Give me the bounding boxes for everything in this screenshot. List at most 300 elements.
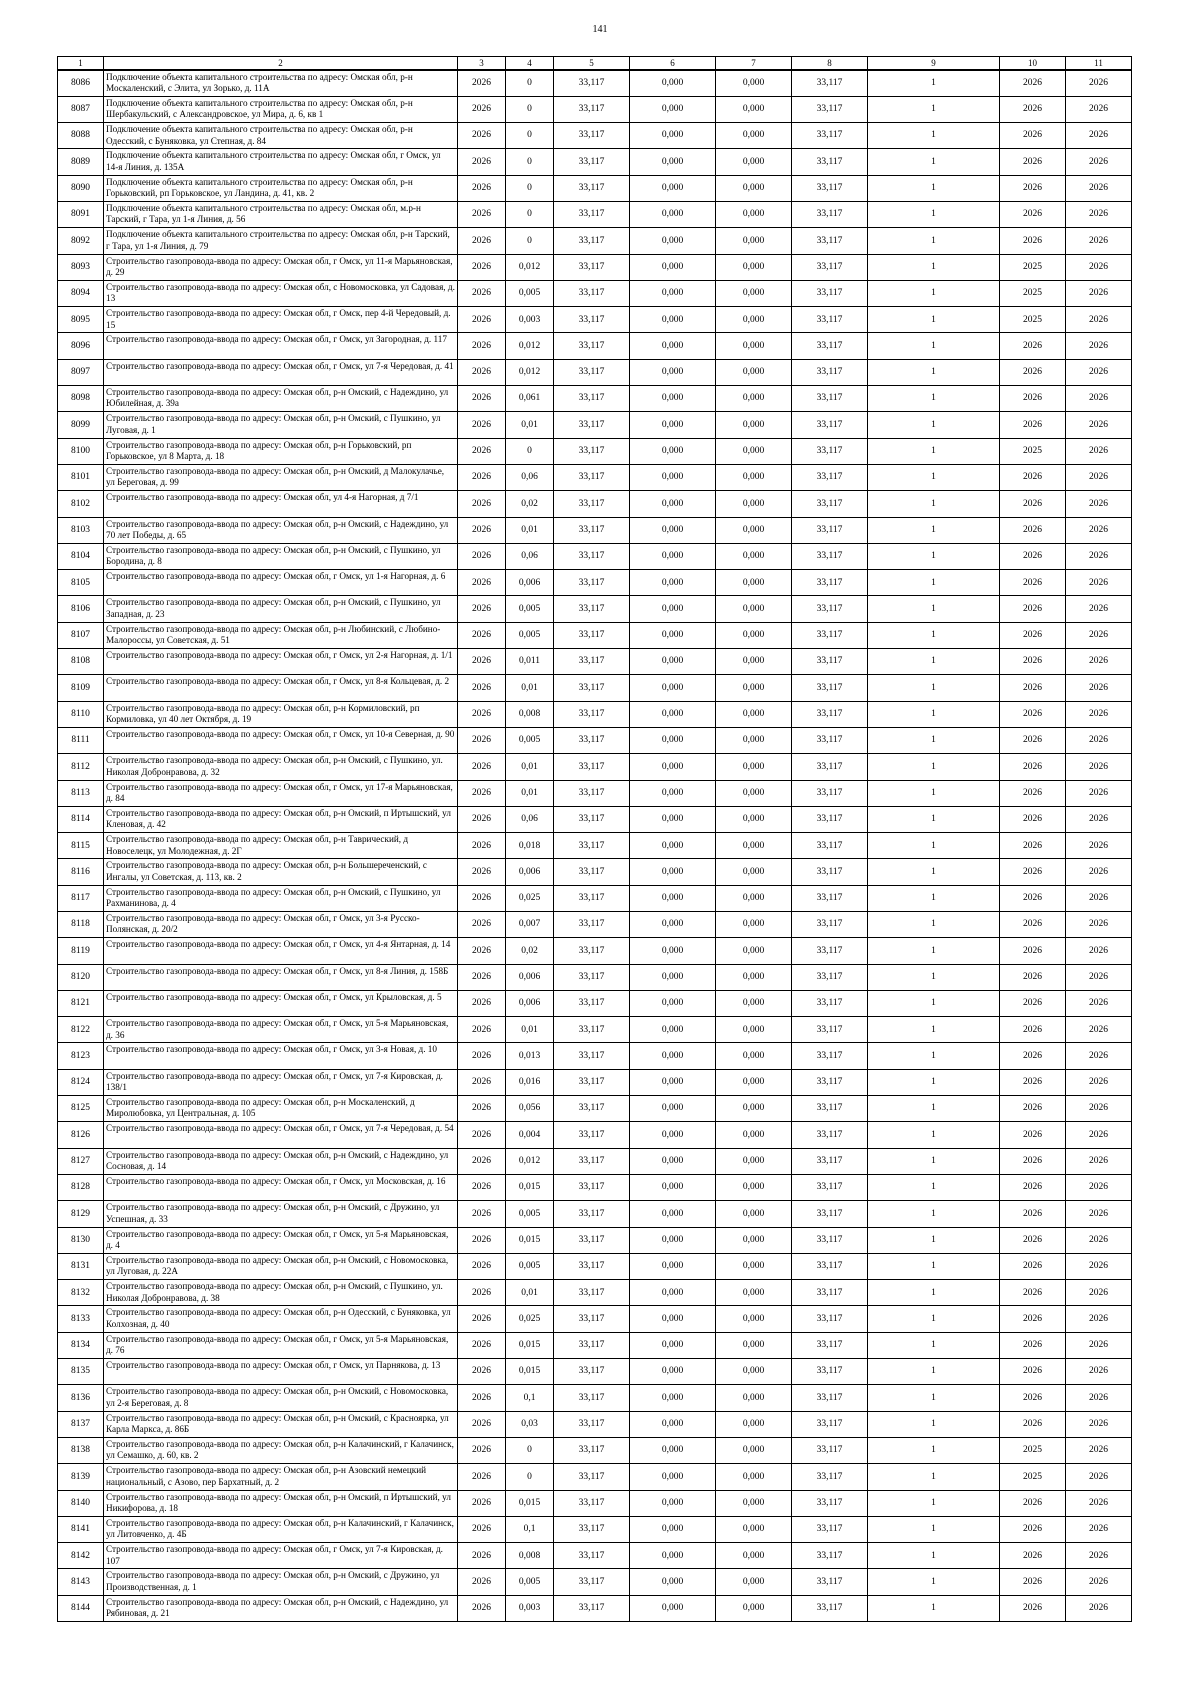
- table-cell: 1: [868, 701, 1000, 727]
- table-row: [58, 885, 1132, 911]
- table-cell: 1: [868, 833, 1000, 859]
- description-cell: Строительство газопровода-ввода по адресу: Омская обл, г Омск, ул 7-я Чередовая, д. 41: [104, 359, 458, 385]
- table-cell: 0,000: [716, 175, 792, 201]
- table-row: [58, 622, 1132, 648]
- table-cell: 33,117: [792, 464, 868, 490]
- table-cell: 0,000: [630, 754, 716, 780]
- table-cell: 2026: [1066, 570, 1132, 596]
- table-cell: 0,000: [630, 464, 716, 490]
- description-cell: Строительство газопровода-ввода по адресу: Омская обл, р-н Омский, с Красноярка, ул Карла Маркса, д. 86Б: [104, 1411, 458, 1437]
- table-cell: 2026: [458, 333, 506, 359]
- table-cell: 33,117: [792, 938, 868, 964]
- table-cell: 2026: [1066, 333, 1132, 359]
- table-cell: 2026: [458, 96, 506, 122]
- description-cell: Строительство газопровода-ввода по адресу: Омская обл, р-н Омский, с Пушкино, ул Западная, д. 23: [104, 596, 458, 622]
- table-cell: 2026: [1066, 1385, 1132, 1411]
- table-cell: 33,117: [792, 1043, 868, 1069]
- table-cell: 0,015: [506, 1227, 554, 1253]
- table-cell: 1: [868, 964, 1000, 990]
- table-cell: 2026: [1000, 885, 1066, 911]
- table-row: [58, 491, 1132, 517]
- table-cell: 0,000: [716, 1306, 792, 1332]
- table-cell: 0,000: [716, 964, 792, 990]
- table-cell: 33,117: [792, 412, 868, 438]
- table-cell: 0,000: [630, 1227, 716, 1253]
- table-cell: 0,000: [630, 1280, 716, 1306]
- table-cell: 2026: [1066, 1437, 1132, 1463]
- table-cell: 2026: [1066, 1201, 1132, 1227]
- row-number-cell: 8099: [58, 412, 104, 438]
- table-cell: 2026: [1000, 1595, 1066, 1621]
- table-cell: 33,117: [792, 1595, 868, 1621]
- table-cell: 33,117: [554, 123, 630, 149]
- row-number-cell: 8098: [58, 386, 104, 412]
- table-cell: 2026: [458, 1096, 506, 1122]
- description-cell: Строительство газопровода-ввода по адресу: Омская обл, р-н Омский, с Пушкино, ул. Николая Добронравова, д. 38: [104, 1280, 458, 1306]
- table-cell: 0,06: [506, 806, 554, 832]
- table-cell: 33,117: [554, 543, 630, 569]
- table-cell: 2026: [1066, 1096, 1132, 1122]
- table-cell: 2026: [1000, 1280, 1066, 1306]
- table-cell: 33,117: [554, 754, 630, 780]
- table-cell: 0,025: [506, 885, 554, 911]
- table-cell: 2026: [1000, 491, 1066, 517]
- table-cell: 0,01: [506, 517, 554, 543]
- table-row: [58, 1516, 1132, 1542]
- table-cell: 0,000: [716, 307, 792, 333]
- table-cell: 0,011: [506, 649, 554, 675]
- description-cell: Строительство газопровода-ввода по адресу: Омская обл, г Омск, ул Московская, д. 16: [104, 1174, 458, 1200]
- table-cell: 33,117: [792, 1490, 868, 1516]
- table-cell: 0,000: [716, 123, 792, 149]
- table-cell: 33,117: [792, 964, 868, 990]
- table-cell: 2026: [1066, 438, 1132, 464]
- table-cell: 2026: [458, 938, 506, 964]
- description-cell: Строительство газопровода-ввода по адресу: Омская обл, г Омск, ул 8-я Кольцевая, д. 2: [104, 675, 458, 701]
- row-number-cell: 8096: [58, 333, 104, 359]
- table-cell: 2026: [1066, 491, 1132, 517]
- row-number-cell: 8104: [58, 543, 104, 569]
- table-row: [58, 412, 1132, 438]
- table-cell: 2026: [1000, 1490, 1066, 1516]
- table-cell: 33,117: [554, 70, 630, 96]
- table-cell: 0,000: [630, 1595, 716, 1621]
- table-cell: 33,117: [554, 1332, 630, 1358]
- table-cell: 0,000: [716, 596, 792, 622]
- table-cell: 0,000: [716, 1490, 792, 1516]
- table-cell: 0,000: [630, 96, 716, 122]
- table-cell: 2026: [458, 570, 506, 596]
- table-cell: 1: [868, 1306, 1000, 1332]
- table-cell: 2026: [1066, 964, 1132, 990]
- table-cell: 2026: [1066, 596, 1132, 622]
- table-cell: 0,005: [506, 1201, 554, 1227]
- table-row: [58, 1332, 1132, 1358]
- table-row: [58, 438, 1132, 464]
- table-cell: 0,03: [506, 1411, 554, 1437]
- table-cell: 33,117: [554, 885, 630, 911]
- table-cell: 2026: [1000, 912, 1066, 938]
- table-cell: 0,000: [716, 912, 792, 938]
- table-cell: 2026: [458, 622, 506, 648]
- table-cell: 0,000: [716, 1464, 792, 1490]
- table-cell: 0,000: [630, 1043, 716, 1069]
- description-cell: Строительство газопровода-ввода по адресу: Омская обл, р-н Большереченский, с Ингалы, ул Советская, д. 113, кв. 2: [104, 859, 458, 885]
- table-row: [58, 1543, 1132, 1569]
- table-cell: 1: [868, 1332, 1000, 1358]
- table-cell: 2026: [458, 228, 506, 254]
- table-cell: 2026: [1000, 96, 1066, 122]
- table-row: [58, 1096, 1132, 1122]
- table-cell: 1: [868, 859, 1000, 885]
- table-cell: 0,025: [506, 1306, 554, 1332]
- table-cell: 0,000: [716, 885, 792, 911]
- table-cell: 33,117: [554, 727, 630, 753]
- column-header: 8: [792, 57, 868, 71]
- table-cell: 1: [868, 543, 1000, 569]
- table-cell: 2026: [1066, 990, 1132, 1016]
- table-cell: 0,000: [630, 859, 716, 885]
- table-cell: 33,117: [792, 622, 868, 648]
- table-cell: 2026: [1000, 1332, 1066, 1358]
- row-number-cell: 8102: [58, 491, 104, 517]
- table-cell: 0,000: [716, 1437, 792, 1463]
- table-cell: 1: [868, 727, 1000, 753]
- table-cell: 33,117: [792, 1306, 868, 1332]
- table-cell: 2026: [1000, 201, 1066, 227]
- table-cell: 0,004: [506, 1122, 554, 1148]
- column-header: 2: [104, 57, 458, 71]
- table-cell: 0,000: [630, 964, 716, 990]
- table-cell: 1: [868, 464, 1000, 490]
- table-cell: 2026: [1066, 938, 1132, 964]
- table-row: [58, 1227, 1132, 1253]
- description-cell: Строительство газопровода-ввода по адресу: Омская обл, р-н Москаленский, д Миролюбовка, ул Центральная, д. 105: [104, 1096, 458, 1122]
- table-cell: 0,000: [716, 359, 792, 385]
- table-cell: 0,000: [630, 1411, 716, 1437]
- table-cell: 1: [868, 570, 1000, 596]
- table-cell: 0,000: [716, 701, 792, 727]
- table-cell: 2026: [458, 1227, 506, 1253]
- table-row: [58, 1069, 1132, 1095]
- table-cell: 0,1: [506, 1385, 554, 1411]
- table-cell: 2026: [458, 780, 506, 806]
- table-cell: 2026: [1066, 833, 1132, 859]
- table-cell: 33,117: [554, 1306, 630, 1332]
- table-cell: 0,000: [630, 254, 716, 280]
- data-table: [57, 56, 1132, 1622]
- description-cell: Строительство газопровода-ввода по адресу: Омская обл, г Омск, ул 3-я Русско-Полянская, д. 20/2: [104, 912, 458, 938]
- table-cell: 0,02: [506, 491, 554, 517]
- table-cell: 1: [868, 596, 1000, 622]
- table-cell: 0,000: [716, 1122, 792, 1148]
- row-number-cell: 8131: [58, 1253, 104, 1279]
- table-cell: 0,000: [716, 1201, 792, 1227]
- table-cell: 33,117: [792, 1253, 868, 1279]
- table-cell: 0,000: [630, 228, 716, 254]
- description-cell: Строительство газопровода-ввода по адресу: Омская обл, р-н Омский, с Надеждино, ул Сосновая, д. 14: [104, 1148, 458, 1174]
- table-cell: 0,000: [630, 1385, 716, 1411]
- description-cell: Подключение объекта капитального строительства по адресу: Омская обл, р-н Одесский, с Буняковка, ул Степная, д. 84: [104, 123, 458, 149]
- table-row: [58, 201, 1132, 227]
- table-cell: 2026: [1066, 912, 1132, 938]
- table-cell: 2026: [458, 517, 506, 543]
- table-row: [58, 701, 1132, 727]
- table-cell: 2026: [1066, 1516, 1132, 1542]
- table-row: [58, 964, 1132, 990]
- table-cell: 0,000: [716, 386, 792, 412]
- row-number-cell: 8141: [58, 1516, 104, 1542]
- table-cell: 2026: [458, 386, 506, 412]
- table-row: [58, 70, 1132, 96]
- description-cell: Строительство газопровода-ввода по адресу: Омская обл, р-н Калачинский, г Калачинск, ул Литовченко, д. 4Б: [104, 1516, 458, 1542]
- table-cell: 33,117: [792, 175, 868, 201]
- table-cell: 0,000: [630, 780, 716, 806]
- table-cell: 2026: [1000, 570, 1066, 596]
- description-cell: Строительство газопровода-ввода по адресу: Омская обл, г Омск, ул Крыловская, д. 5: [104, 990, 458, 1016]
- table-cell: 0,000: [716, 1411, 792, 1437]
- table-row: [58, 1437, 1132, 1463]
- table-cell: 33,117: [554, 491, 630, 517]
- table-cell: 1: [868, 649, 1000, 675]
- table-cell: 0,000: [630, 1306, 716, 1332]
- table-cell: 33,117: [554, 1201, 630, 1227]
- table-cell: 33,117: [792, 885, 868, 911]
- table-cell: 33,117: [792, 1122, 868, 1148]
- table-cell: 2026: [1066, 228, 1132, 254]
- table-cell: 33,117: [792, 1569, 868, 1595]
- table-cell: 0,000: [630, 280, 716, 306]
- table-cell: 0,000: [716, 543, 792, 569]
- row-number-cell: 8127: [58, 1148, 104, 1174]
- table-cell: 2026: [1066, 1332, 1132, 1358]
- table-cell: 2026: [1066, 1359, 1132, 1385]
- table-cell: 33,117: [792, 649, 868, 675]
- table-cell: 2026: [458, 1385, 506, 1411]
- table-cell: 33,117: [554, 570, 630, 596]
- column-header: 4: [506, 57, 554, 71]
- table-cell: 2026: [1066, 701, 1132, 727]
- row-number-cell: 8113: [58, 780, 104, 806]
- table-cell: 33,117: [554, 1096, 630, 1122]
- table-cell: 2026: [1066, 1411, 1132, 1437]
- table-cell: 2026: [458, 70, 506, 96]
- table-cell: 0,000: [716, 149, 792, 175]
- table-cell: 0,000: [630, 1017, 716, 1043]
- table-cell: 2026: [1000, 1017, 1066, 1043]
- table-cell: 0,000: [716, 70, 792, 96]
- table-row: [58, 780, 1132, 806]
- table-cell: 2026: [1000, 754, 1066, 780]
- table-cell: 33,117: [554, 175, 630, 201]
- table-cell: 33,117: [554, 464, 630, 490]
- table-cell: 0: [506, 201, 554, 227]
- table-cell: 33,117: [792, 727, 868, 753]
- table-cell: 2025: [1000, 307, 1066, 333]
- description-cell: Строительство газопровода-ввода по адресу: Омская обл, г Омск, ул 7-я Чередовая, д. 54: [104, 1122, 458, 1148]
- table-cell: 33,117: [554, 1516, 630, 1542]
- table-cell: 0,000: [630, 412, 716, 438]
- table-cell: 1: [868, 70, 1000, 96]
- table-cell: 33,117: [792, 359, 868, 385]
- table-cell: 33,117: [554, 1280, 630, 1306]
- table-cell: 0,006: [506, 964, 554, 990]
- table-cell: 0,000: [630, 938, 716, 964]
- table-cell: 1: [868, 149, 1000, 175]
- table-cell: 2026: [458, 1253, 506, 1279]
- table-cell: 2026: [1066, 1464, 1132, 1490]
- description-cell: Строительство газопровода-ввода по адресу: Омская обл, р-н Омский, с Новомосковка, ул 2-я Береговая, д. 8: [104, 1385, 458, 1411]
- table-cell: 1: [868, 1385, 1000, 1411]
- table-cell: 2026: [1066, 517, 1132, 543]
- table-cell: 0: [506, 1437, 554, 1463]
- table-cell: 2026: [458, 201, 506, 227]
- table-cell: 1: [868, 1464, 1000, 1490]
- table-cell: 2026: [458, 806, 506, 832]
- table-cell: 0,01: [506, 1280, 554, 1306]
- table-cell: 2026: [458, 1464, 506, 1490]
- table-cell: 2026: [458, 1069, 506, 1095]
- table-cell: 1: [868, 254, 1000, 280]
- table-cell: 2026: [1066, 464, 1132, 490]
- table-cell: 2026: [1000, 1411, 1066, 1437]
- description-cell: Строительство газопровода-ввода по адресу: Омская обл, г Омск, ул 5-я Марьяновская, д. 76: [104, 1332, 458, 1358]
- table-cell: 0,000: [716, 859, 792, 885]
- table-cell: 0,015: [506, 1490, 554, 1516]
- table-cell: 0,000: [716, 1385, 792, 1411]
- table-cell: 0,000: [630, 1332, 716, 1358]
- table-cell: 0,000: [716, 649, 792, 675]
- table-cell: 2026: [1066, 1490, 1132, 1516]
- description-cell: Подключение объекта капитального строительства по адресу: Омская обл, р-н Горьковский, рп Горьковское, ул Ландина, д. 41, кв. 2: [104, 175, 458, 201]
- table-row: [58, 1122, 1132, 1148]
- table-cell: 2026: [458, 280, 506, 306]
- table-row: [58, 990, 1132, 1016]
- table-cell: 33,117: [554, 806, 630, 832]
- table-row: [58, 386, 1132, 412]
- table-cell: 33,117: [792, 386, 868, 412]
- table-cell: 33,117: [554, 1017, 630, 1043]
- table-cell: 33,117: [554, 1595, 630, 1621]
- table-cell: 33,117: [792, 280, 868, 306]
- table-cell: 2026: [1066, 1148, 1132, 1174]
- description-cell: Строительство газопровода-ввода по адресу: Омская обл, г Омск, ул 10-я Северная, д. 90: [104, 727, 458, 753]
- table-cell: 33,117: [554, 1069, 630, 1095]
- table-cell: 2026: [1066, 1253, 1132, 1279]
- column-header: 10: [1000, 57, 1066, 71]
- table-cell: 0,000: [716, 412, 792, 438]
- table-cell: 2026: [458, 543, 506, 569]
- table-cell: 33,117: [554, 1174, 630, 1200]
- table-cell: 2026: [1000, 990, 1066, 1016]
- row-number-cell: 8108: [58, 649, 104, 675]
- table-cell: 0,000: [716, 1017, 792, 1043]
- table-cell: 0,000: [630, 1569, 716, 1595]
- table-cell: 0,015: [506, 1332, 554, 1358]
- table-cell: 1: [868, 1148, 1000, 1174]
- table-cell: 0,000: [716, 780, 792, 806]
- table-cell: 2026: [1000, 622, 1066, 648]
- table-cell: 0,000: [630, 1359, 716, 1385]
- row-number-cell: 8137: [58, 1411, 104, 1437]
- row-number-cell: 8111: [58, 727, 104, 753]
- table-cell: 2026: [1000, 1543, 1066, 1569]
- table-cell: 2026: [458, 727, 506, 753]
- table-cell: 33,117: [554, 386, 630, 412]
- table-cell: 2026: [1066, 149, 1132, 175]
- table-cell: 33,117: [792, 1069, 868, 1095]
- table-cell: 0: [506, 149, 554, 175]
- table-row: [58, 754, 1132, 780]
- table-cell: 0,003: [506, 1595, 554, 1621]
- table-cell: 2026: [458, 964, 506, 990]
- table-cell: 0,000: [630, 1464, 716, 1490]
- table-cell: 33,117: [554, 359, 630, 385]
- table-cell: 0,01: [506, 754, 554, 780]
- table-cell: 2026: [1000, 123, 1066, 149]
- table-cell: 2026: [458, 1201, 506, 1227]
- table-cell: 2026: [1000, 1096, 1066, 1122]
- table-row: [58, 517, 1132, 543]
- table-cell: 1: [868, 1359, 1000, 1385]
- description-cell: Строительство газопровода-ввода по адресу: Омская обл, г Омск, ул 17-я Марьяновская, д. 84: [104, 780, 458, 806]
- table-cell: 2025: [1000, 438, 1066, 464]
- table-cell: 0,005: [506, 1569, 554, 1595]
- table-cell: 0,015: [506, 1174, 554, 1200]
- table-cell: 0,000: [716, 806, 792, 832]
- description-cell: Подключение объекта капитального строительства по адресу: Омская обл, р-н Тарский, г Тара, ул 1-я Линия, д. 79: [104, 228, 458, 254]
- table-cell: 2026: [1066, 543, 1132, 569]
- table-cell: 2026: [1066, 280, 1132, 306]
- table-row: [58, 1280, 1132, 1306]
- table-cell: 0,008: [506, 1543, 554, 1569]
- description-cell: Строительство газопровода-ввода по адресу: Омская обл, р-н Горьковский, рп Горьковское, ул 8 Марта, д. 18: [104, 438, 458, 464]
- table-cell: 1: [868, 1543, 1000, 1569]
- description-cell: Строительство газопровода-ввода по адресу: Омская обл, р-н Кормиловский, рп Кормиловка, ул 40 лет Октября, д. 19: [104, 701, 458, 727]
- table-cell: 2026: [1066, 885, 1132, 911]
- table-cell: 0,000: [716, 1595, 792, 1621]
- table-row: [58, 1306, 1132, 1332]
- table-cell: 33,117: [554, 1490, 630, 1516]
- column-header: 11: [1066, 57, 1132, 71]
- table-cell: 2026: [1000, 596, 1066, 622]
- row-number-cell: 8090: [58, 175, 104, 201]
- table-cell: 1: [868, 885, 1000, 911]
- table-cell: 1: [868, 1043, 1000, 1069]
- table-cell: 0,01: [506, 675, 554, 701]
- description-cell: Строительство газопровода-ввода по адресу: Омская обл, р-н Омский, с Дружино, ул Успешная, д. 33: [104, 1201, 458, 1227]
- table-cell: 0,000: [630, 912, 716, 938]
- table-row: [58, 228, 1132, 254]
- table-cell: 0,000: [716, 1148, 792, 1174]
- table-cell: 2026: [1066, 1543, 1132, 1569]
- row-number-cell: 8097: [58, 359, 104, 385]
- table-cell: 0,000: [630, 1122, 716, 1148]
- table-cell: 0,000: [630, 1096, 716, 1122]
- table-cell: 33,117: [554, 596, 630, 622]
- description-cell: Строительство газопровода-ввода по адресу: Омская обл, г Омск, ул 1-я Нагорная, д. 6: [104, 570, 458, 596]
- table-cell: 0,000: [630, 123, 716, 149]
- table-cell: 2026: [458, 1148, 506, 1174]
- table-cell: 0,000: [716, 570, 792, 596]
- table-cell: 0,000: [630, 386, 716, 412]
- table-cell: 2026: [1000, 1516, 1066, 1542]
- table-cell: 2026: [1066, 675, 1132, 701]
- table-cell: 2026: [1066, 1017, 1132, 1043]
- table-cell: 2026: [1000, 149, 1066, 175]
- table-cell: 2026: [458, 1359, 506, 1385]
- row-number-cell: 8121: [58, 990, 104, 1016]
